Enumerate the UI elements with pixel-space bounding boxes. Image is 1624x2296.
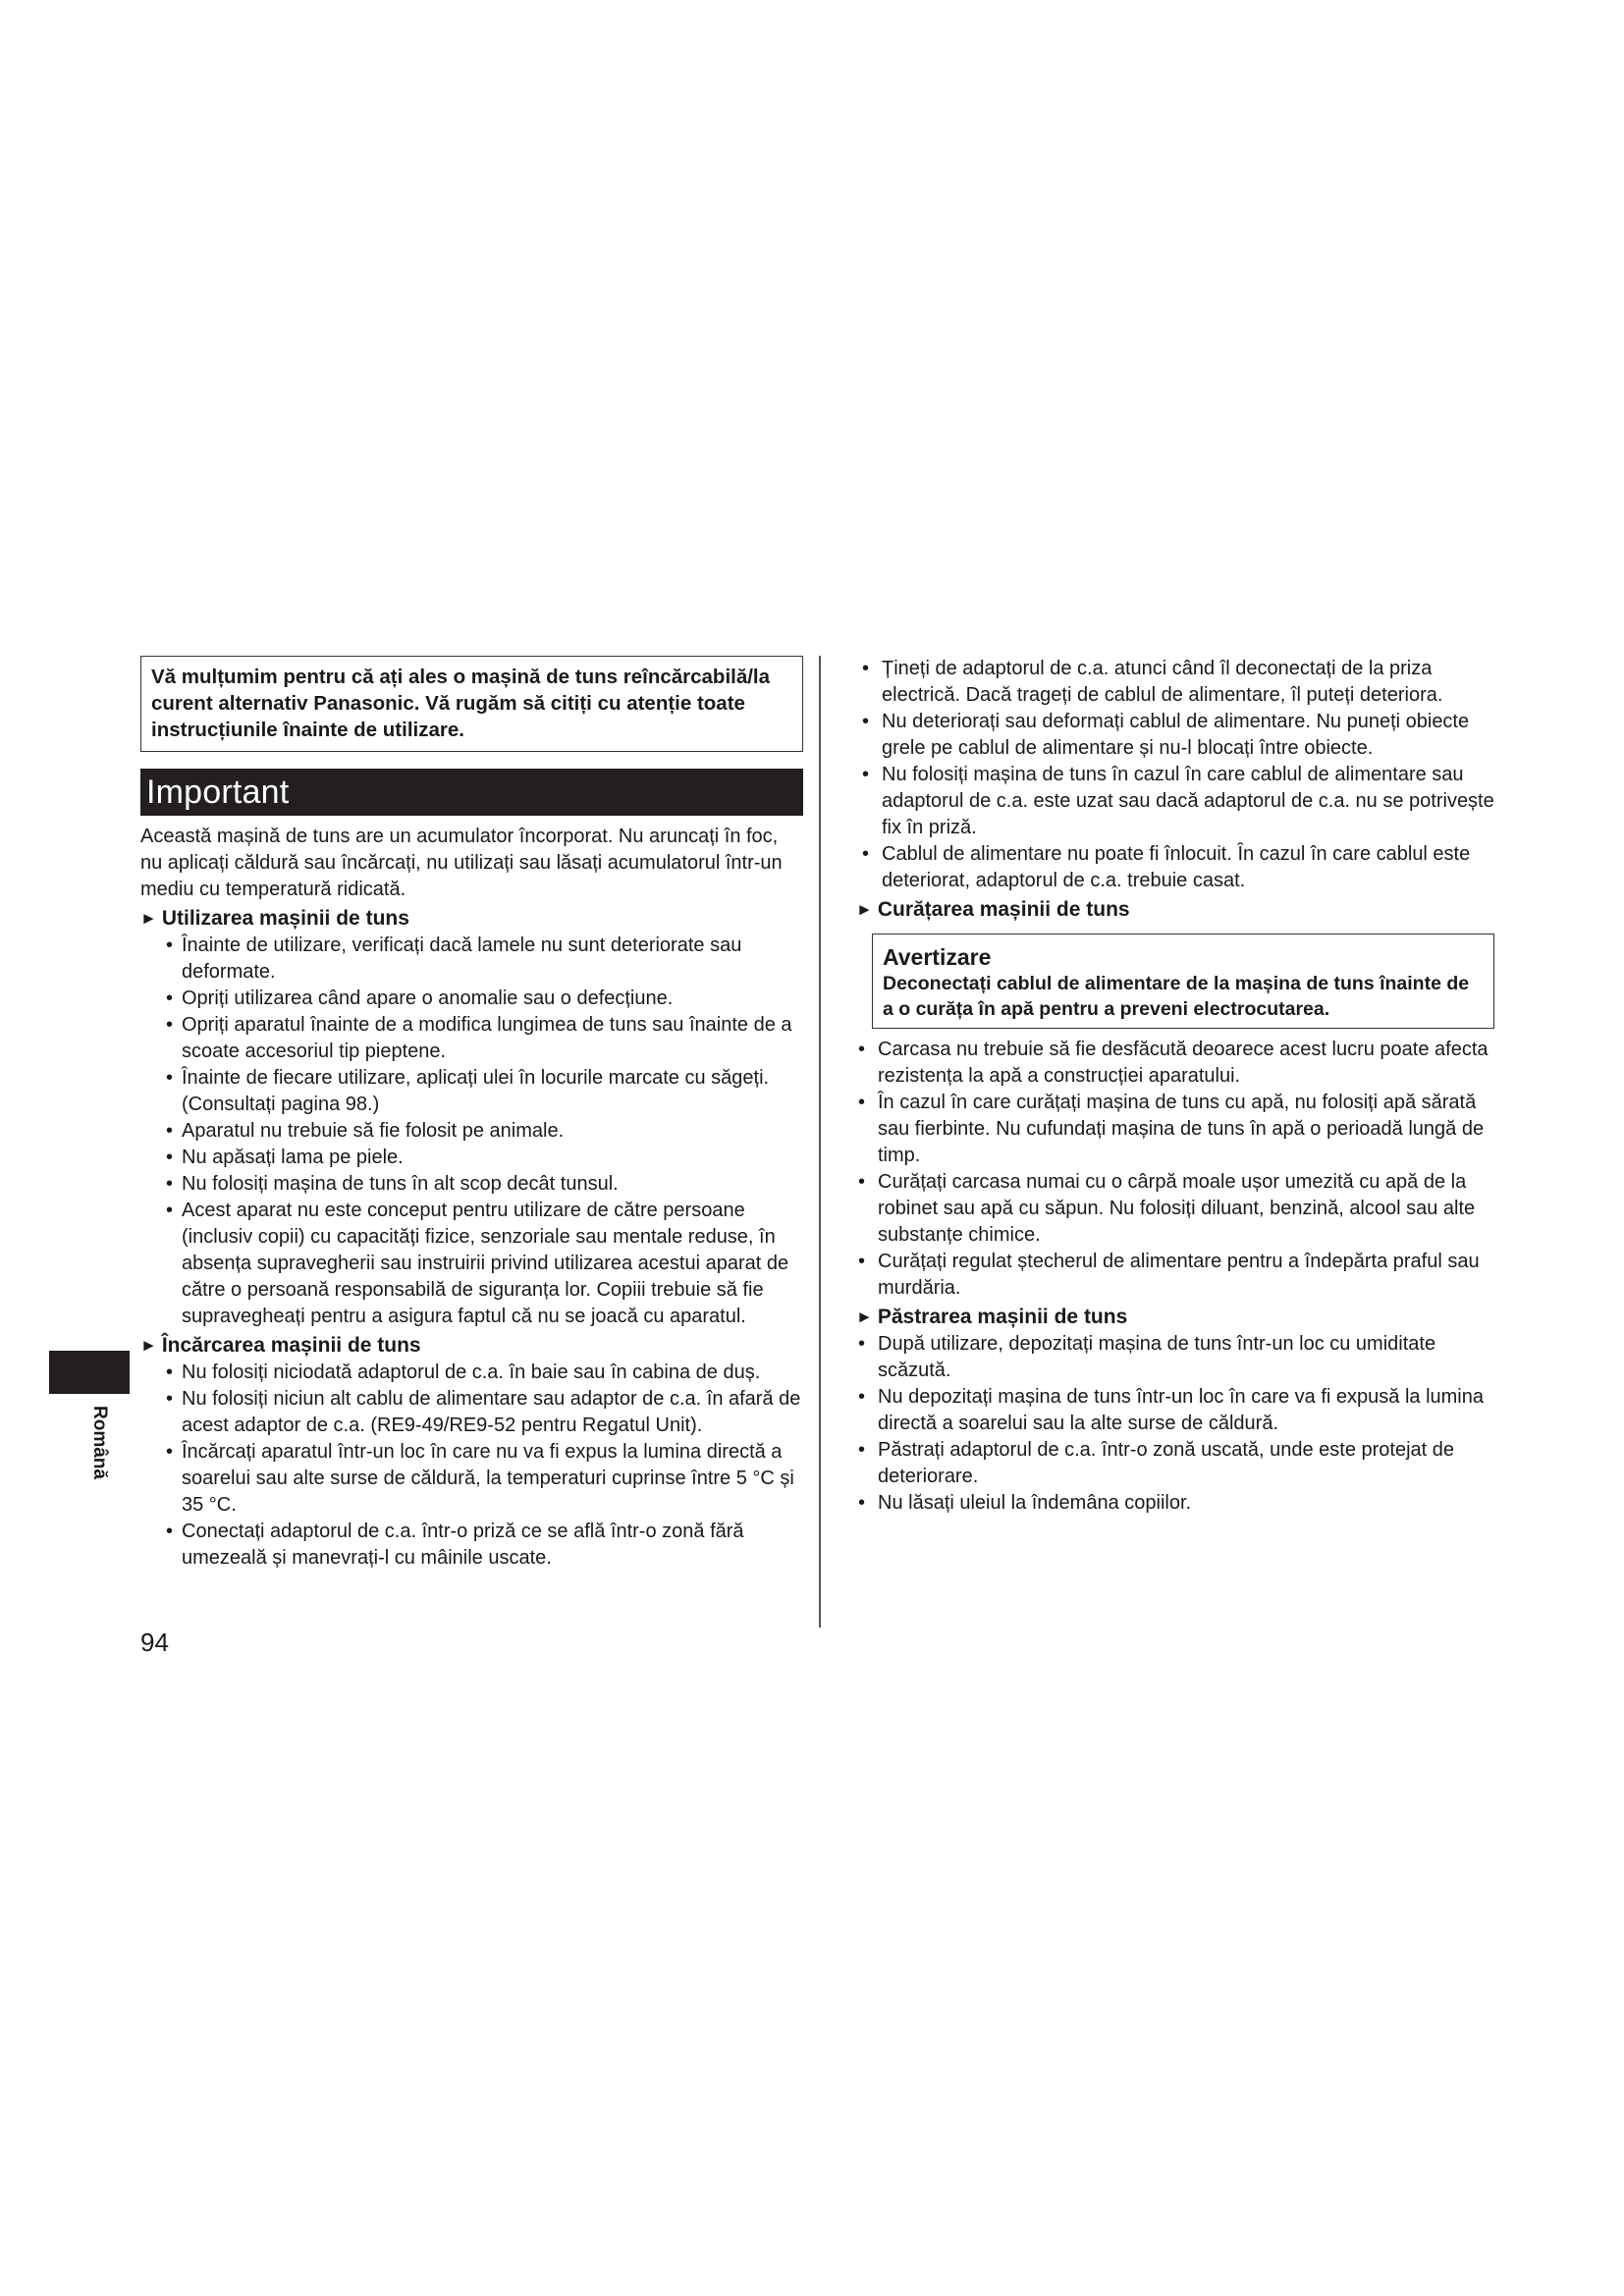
list-item: • Cablul de alimentare nu poate fi înlocuit. În cazul în care cablul este deteriorat, adaptorul de c.a. trebuie casat. <box>864 841 1494 894</box>
cleaning-heading <box>856 896 1494 924</box>
cleaning-heading-text: Curățarea mașinii de tuns <box>877 898 1130 921</box>
list-item: • Nu lăsați uleiul la îndemâna copiilor. <box>860 1490 1494 1517</box>
list-item: • Păstrați adaptorul de c.a. într-o zonă uscată, unde este protejat de deteriorare. <box>860 1437 1494 1490</box>
list-item: • Nu apăsați lama pe piele. <box>168 1145 803 1171</box>
important-text: Această mașină de tuns are un acumulator încorporat. Nu aruncați în foc, nu aplicați căldură sau încărcați, nu utilizați sau lăsați acumulatorul într-un mediu cu temperatură ridicată. <box>140 826 783 900</box>
list-item: • Aparatul nu trebuie să fie folosit pe animale. <box>168 1118 803 1145</box>
cleaning-list <box>856 1037 1494 1302</box>
list-item: • Nu depozitați mașina de tuns într-un loc în care va fi expusă la lumina directă a soarelui sau la alte surse de căldură. <box>860 1384 1494 1437</box>
arrow-right-icon: ► <box>140 1336 157 1355</box>
list-item: • Curățați carcasa numai cu o cârpă moale ușor umezită cu apă de la robinet sau apă cu săpun. Nu folosiți diluant, benzină, alcool sau alte substanțe chimice. <box>860 1169 1494 1249</box>
list-item: • Nu folosiți niciodată adaptorul de c.a. în baie sau în cabina de duș. <box>168 1360 803 1386</box>
arrow-right-icon: ► <box>140 909 157 928</box>
warning-title: Avertizare <box>883 944 992 970</box>
warning-text: Deconectați cablul de alimentare de la mașina de tuns înainte de a o curăța în apă pentru a preveni electrocutarea. <box>883 973 1470 1020</box>
list-item: • Nu deteriorați sau deformați cablul de alimentare. Nu puneți obiecte grele pe cablul de alimentare și nu-l blocați între obiecte. <box>864 709 1494 762</box>
right-column <box>856 656 1494 1517</box>
list-item: • Nu folosiți niciun alt cablu de alimentare sau adaptor de c.a. în afară de acest adaptor de c.a. (RE9-49/RE9-52 pentru Regatul Unit). <box>168 1386 803 1439</box>
list-item: • Nu folosiți mașina de tuns în cazul în care cablul de alimentare sau adaptorul de c.a. este uzat sau dacă adaptorul de c.a. nu se potrivește fix în priză. <box>864 762 1494 841</box>
list-item: • Acest aparat nu este conceput pentru utilizare de către persoane (inclusiv copii) cu capacități fizice, senzoriale sau mentale reduse, în absența supravegherii sau instruirii privind utilizarea acestui aparat de către o persoană responsabilă de siguranța lor. Copiii trebuie să fie supravegheați pentru a asigura faptul că nu se joacă cu aparatul. <box>168 1198 803 1330</box>
arrow-right-icon: ► <box>856 900 873 919</box>
warning-box <box>872 934 1494 1029</box>
charging-heading <box>140 1332 803 1360</box>
charging-heading-text: Încărcarea mașinii de tuns <box>161 1334 421 1357</box>
arrow-right-icon: ► <box>856 1308 873 1326</box>
list-item: • Conectați adaptorul de c.a. într-o priză ce se află într-o zonă fără umezeală și manevrați-l cu mâinile uscate. <box>168 1519 803 1572</box>
list-item: • Opriți aparatul înainte de a modifica lungimea de tuns sau înainte de a scoate accesoriul tip pieptene. <box>168 1012 803 1065</box>
list-item: • În cazul în care curățați mașina de tuns cu apă, nu folosiți apă sărată sau fierbinte. Nu cufundați mașina de tuns în apă o perioadă lungă de timp. <box>860 1090 1494 1169</box>
usage-heading-text: Utilizarea mașinii de tuns <box>161 907 409 930</box>
list-item: • Carcasa nu trebuie să fie desfăcută deoarece acest lucru poate afecta rezistența la apă a construcției aparatului. <box>860 1037 1494 1090</box>
list-item: • Curățați regulat ștecherul de alimentare pentru a îndepărta praful sau murdăria. <box>860 1249 1494 1302</box>
charging-list <box>140 1360 803 1572</box>
usage-heading <box>140 905 803 933</box>
list-item: • Nu folosiți mașina de tuns în alt scop decât tunsul. <box>168 1171 803 1198</box>
list-item: • Țineți de adaptorul de c.a. atunci când îl deconectați de la priza electrică. Dacă trageți de cablul de alimentare, îl puteți deteriora. <box>864 656 1494 709</box>
left-column <box>140 656 803 1572</box>
storage-heading <box>856 1304 1494 1331</box>
page-number: 94 <box>140 1628 169 1657</box>
intro-notice: Vă mulțumim pentru că ați ales o mașină de tuns reîncărcabilă/la curent alternativ Panasonic. Vă rugăm să citiți cu atenție toate instrucțiunile înainte de utilizare. <box>140 656 803 752</box>
column-divider <box>819 656 821 1628</box>
usage-list <box>140 933 803 1330</box>
language-tab-label: Română <box>89 1406 110 1479</box>
list-item: • Înainte de utilizare, verificați dacă lamele nu sunt deteriorate sau deformate. <box>168 933 803 986</box>
storage-list <box>856 1331 1494 1517</box>
power-cord-list <box>860 656 1494 894</box>
list-item: • Opriți utilizarea când apare o anomalie sau o defecțiune. <box>168 986 803 1012</box>
list-item: • Înainte de fiecare utilizare, aplicați ulei în locurile marcate cu săgeți. (Consultați pagina 98.) <box>168 1065 803 1118</box>
important-banner: Important <box>140 769 803 816</box>
language-tab-marker <box>49 1351 130 1394</box>
list-item: • Încărcați aparatul într-un loc în care nu va fi expus la lumina directă a soarelui sau alte surse de căldură, la temperaturi cuprinse între 5 °C și 35 °C. <box>168 1439 803 1519</box>
storage-heading-text: Păstrarea mașinii de tuns <box>877 1306 1128 1328</box>
list-item: • După utilizare, depozitați mașina de tuns într-un loc cu umiditate scăzută. <box>860 1331 1494 1384</box>
